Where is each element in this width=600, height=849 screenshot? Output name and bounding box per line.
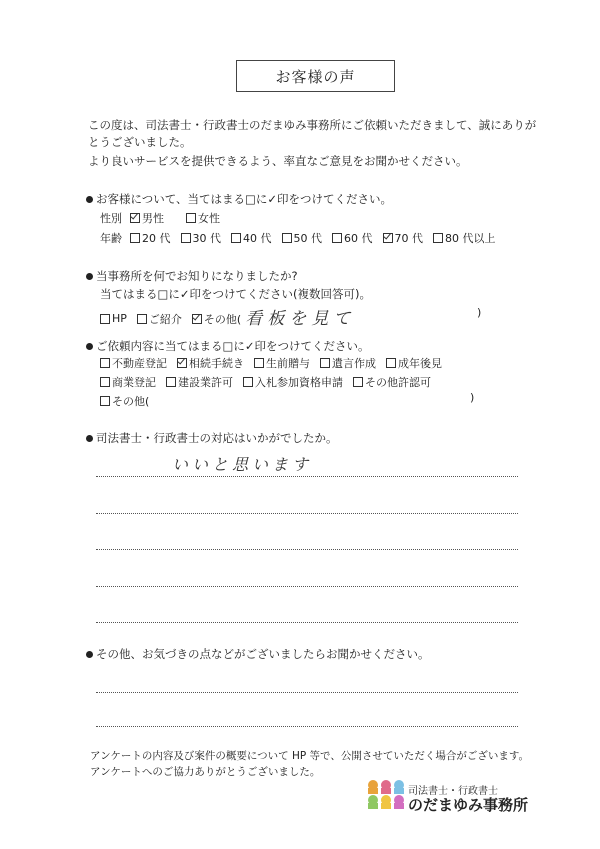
page-title: お客様の声: [236, 60, 395, 92]
checkbox-icon[interactable]: [353, 377, 363, 387]
question-2: [86, 268, 298, 284]
age-option-20[interactable]: 20 代: [130, 230, 171, 246]
checkbox-icon[interactable]: [254, 358, 264, 368]
gender-label: 性別: [100, 212, 122, 225]
checkbox-checked-icon[interactable]: [383, 233, 393, 243]
gender-row: [100, 210, 230, 226]
checkbox-icon[interactable]: [166, 377, 176, 387]
source-option-referral[interactable]: ご紹介: [137, 311, 182, 327]
age-option-60[interactable]: 60 代: [332, 230, 373, 246]
checkbox-icon[interactable]: [137, 314, 147, 324]
question-2-sub: 当てはまる□に✓印をつけてください(複数回答可)。: [100, 287, 371, 301]
answer-line: [96, 622, 518, 623]
logo-subtitle: 司法書士・行政書士: [408, 786, 498, 797]
question-4-answer[interactable]: いいと思います: [172, 455, 313, 474]
service-row-1: [100, 355, 452, 371]
source-other-answer[interactable]: 看板を見て: [245, 309, 356, 329]
age-option-40[interactable]: 40 代: [231, 230, 272, 246]
question-3: [86, 338, 370, 354]
checkbox-icon[interactable]: [100, 314, 110, 324]
source-option-hp[interactable]: HP: [100, 312, 127, 325]
service-option-gift[interactable]: 生前贈与: [254, 355, 310, 371]
gender-option-female[interactable]: 女性: [186, 210, 220, 226]
bullet-icon: [86, 196, 93, 203]
bullet-icon: [86, 273, 93, 280]
question-2-heading: 当事務所を何でお知りになりましたか?: [96, 269, 298, 283]
question-1-heading: お客様について、当てはまる□に✓印をつけてください。: [96, 192, 393, 206]
service-option-guardianship[interactable]: 成年後見: [386, 355, 442, 371]
source-row: [100, 306, 355, 331]
service-option-inheritance[interactable]: 相続手続き: [177, 355, 244, 371]
age-option-50[interactable]: 50 代: [282, 230, 323, 246]
logo-name: のだまゆみ事務所: [408, 796, 529, 814]
checkbox-checked-icon[interactable]: [177, 358, 187, 368]
checkbox-icon[interactable]: [320, 358, 330, 368]
bullet-icon: [86, 435, 93, 442]
age-label: 年齢: [100, 232, 122, 245]
age-option-80-plus[interactable]: 80 代以上: [433, 230, 496, 246]
gender-option-male[interactable]: 男性: [130, 210, 164, 226]
service-option-will[interactable]: 遺言作成: [320, 355, 376, 371]
service-option-real-estate[interactable]: 不動産登記: [100, 355, 167, 371]
age-option-30[interactable]: 30 代: [181, 230, 222, 246]
service-option-other-permits[interactable]: その他許認可: [353, 374, 431, 390]
checkbox-icon[interactable]: [231, 233, 241, 243]
question-1: [86, 191, 392, 207]
service-close-paren: ): [470, 391, 475, 404]
checkbox-checked-icon[interactable]: [130, 213, 140, 223]
intro-line-1: この度は、司法書士・行政書士のだまゆみ事務所にご依頼いただきまして、誠にありが: [88, 118, 537, 132]
intro-line-2: とうございました。: [88, 135, 192, 149]
age-option-70[interactable]: 70 代: [383, 230, 424, 246]
question-4: [86, 430, 338, 446]
bullet-icon: [86, 343, 93, 350]
service-row-2: [100, 374, 441, 390]
checkbox-icon[interactable]: [181, 233, 191, 243]
comment-line: [96, 726, 518, 727]
office-logo-icon: [366, 778, 406, 812]
question-5: [86, 646, 430, 662]
checkbox-icon[interactable]: [130, 233, 140, 243]
source-option-other[interactable]: その他(: [192, 311, 241, 327]
checkbox-icon[interactable]: [243, 377, 253, 387]
checkbox-icon[interactable]: [100, 358, 110, 368]
service-option-other[interactable]: その他(: [100, 393, 149, 409]
question-4-heading: 司法書士・行政書士の対応はいかがでしたか。: [96, 431, 338, 445]
footer-note-2: アンケートへのご協力ありがとうございました。: [90, 766, 321, 778]
source-close-paren: ): [477, 306, 482, 319]
intro-line-3: より良いサービスを提供できるよう、率直なご意見をお聞かせください。: [88, 154, 468, 168]
checkbox-icon[interactable]: [100, 377, 110, 387]
checkbox-icon[interactable]: [386, 358, 396, 368]
service-option-construction[interactable]: 建設業許可: [166, 374, 233, 390]
checkbox-icon[interactable]: [186, 213, 196, 223]
checkbox-checked-icon[interactable]: [192, 314, 202, 324]
comment-line: [96, 692, 518, 693]
answer-line: [96, 476, 518, 477]
checkbox-icon[interactable]: [100, 396, 110, 406]
service-option-commercial[interactable]: 商業登記: [100, 374, 156, 390]
answer-line: [96, 513, 518, 514]
service-row-3: [100, 393, 159, 409]
question-5-heading: その他、お気づきの点などがございましたらお聞かせください。: [96, 647, 430, 661]
answer-line: [96, 586, 518, 587]
service-option-bidding[interactable]: 入札参加資格申請: [243, 374, 343, 390]
age-row: [100, 230, 506, 246]
question-3-heading: ご依頼内容に当てはまる□に✓印をつけてください。: [96, 339, 370, 353]
checkbox-icon[interactable]: [433, 233, 443, 243]
checkbox-icon[interactable]: [332, 233, 342, 243]
footer-note-1: アンケートの内容及び案件の概要について HP 等で、公開させていただく場合がございます。: [90, 750, 530, 762]
answer-line: [96, 549, 518, 550]
bullet-icon: [86, 651, 93, 658]
checkbox-icon[interactable]: [282, 233, 292, 243]
